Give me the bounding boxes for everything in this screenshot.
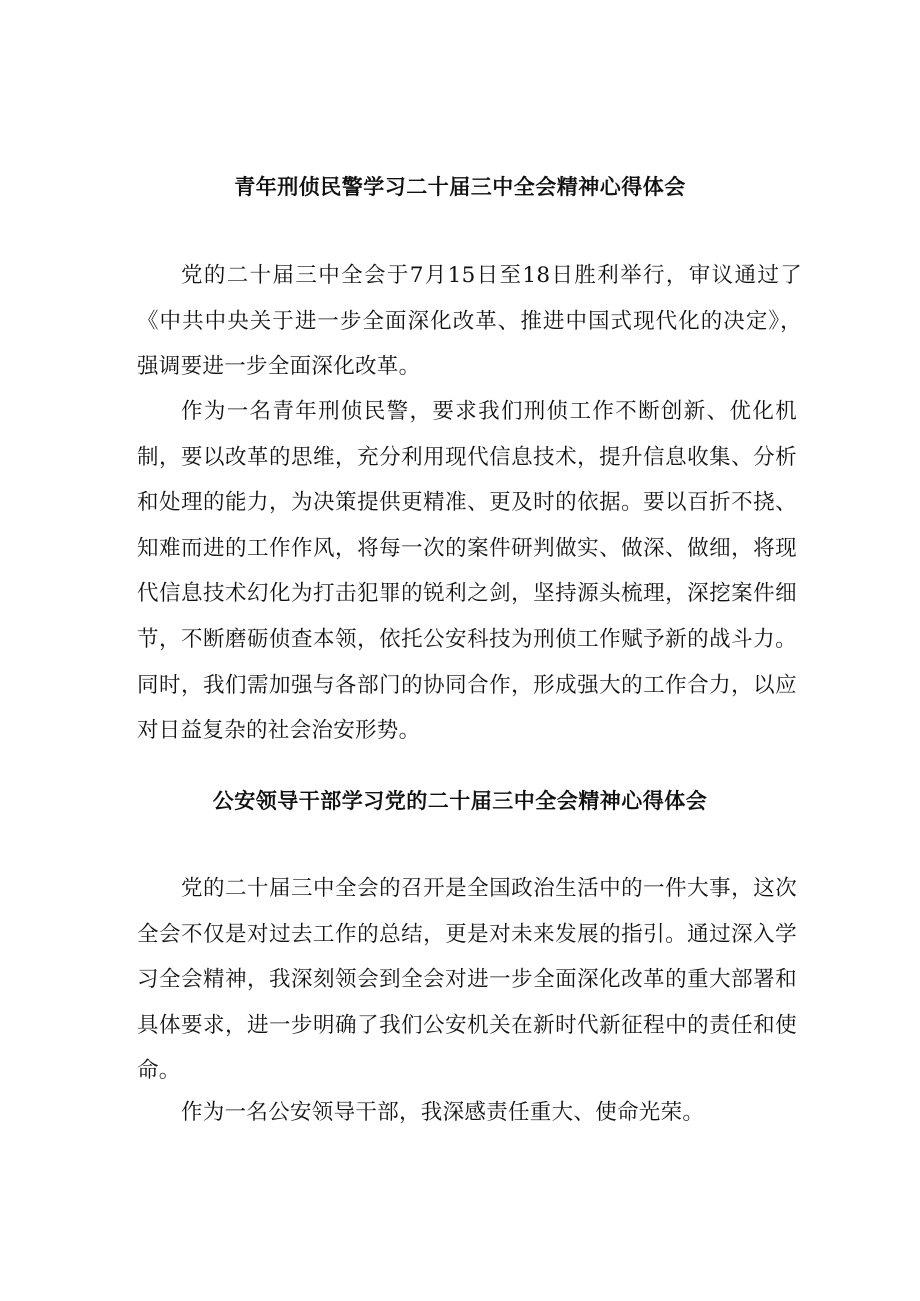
section-1-title: 青年刑侦民警学习二十届三中全会精神心得体会 bbox=[234, 175, 686, 199]
section-2-title: 公安领导干部学习党的二十届三中全会精神心得体会 bbox=[212, 789, 708, 813]
section-1-paragraph-1: 党的二十届三中全会于7月15日至18日胜利举行，审议通过了《中共中央关于进一步全面深化改革、推进中国式现代化的决定》，强调要进一步全面深化改革。 bbox=[137, 263, 802, 380]
section-2-paragraph-2: 作为一名公安领导干部，我深感责任重大、使命光荣。 bbox=[181, 1100, 705, 1125]
section-1-paragraph-2: 作为一名青年刑侦民警，要求我们刑侦工作不断创新、优化机制，要以改革的思维，充分利用现代信息技术，提升信息收集、分析和处理的能力，为决策提供更精准、更及时的依据。要以百折不挠、知难而进的工作作风，将每一次的案件研判做实、做深、做细，将现代信息技术幻化为打击犯罪的锐利之剑，坚持源头梳理，深挖案件细节，不断磨砺侦查本领，依托公安科技为刑侦工作赋予新的战斗力。同时，我们需加强与各部门的协同合作，形成强大的工作合力，以应对日益复杂的社会治安形势。 bbox=[137, 399, 797, 744]
section-2-paragraph-1: 党的二十届三中全会的召开是全国政治生活中的一件大事，这次全会不仅是对过去工作的总结，更是对未来发展的指引。通过深入学习全会精神，我深刻领会到全会对进一步全面深化改革的重大部署和具体要求，进一步明确了我们公安机关在新时代新征程中的责任和使命。 bbox=[137, 876, 797, 1084]
